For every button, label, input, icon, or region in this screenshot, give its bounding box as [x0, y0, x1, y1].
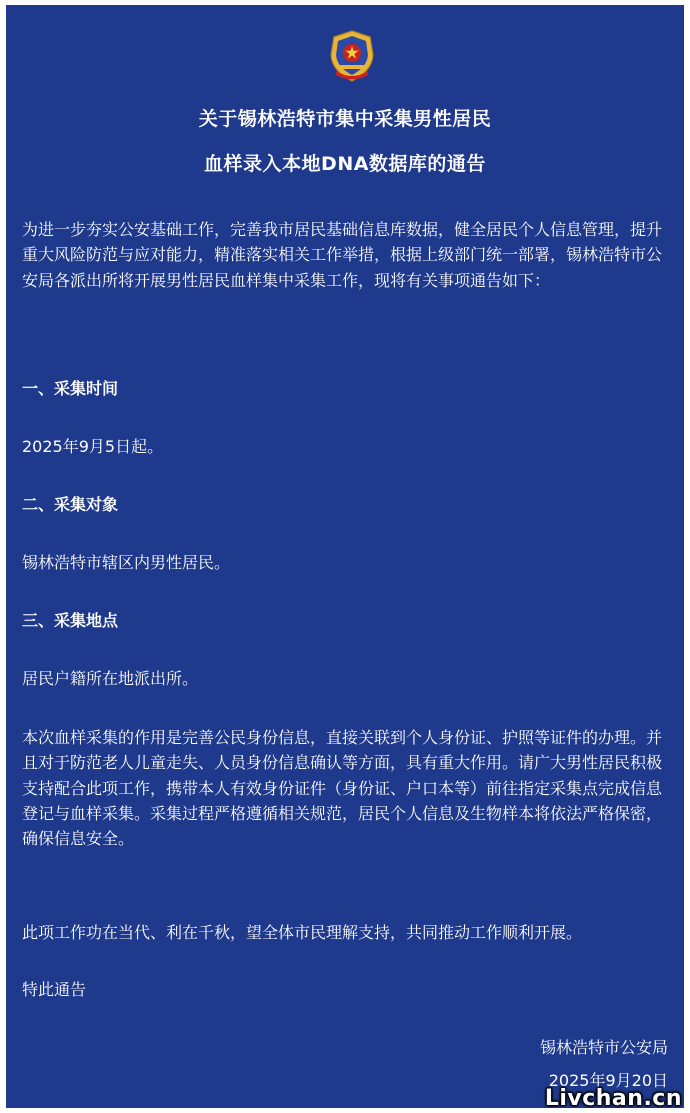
closing-text: 特此通告	[22, 980, 87, 999]
police-emblem-icon	[326, 29, 378, 83]
section-heading-time: 一、采集时间	[22, 379, 119, 398]
section-content-target: 锡林浩特市辖区内男性居民。	[22, 553, 231, 572]
notice-title-line-2: 血样录入本地DNA数据库的通告	[204, 153, 486, 175]
section-content-location: 居民户籍所在地派出所。	[22, 669, 199, 688]
purpose-paragraph: 本次血样采集的作用是完善公民身份信息，直接关联到个人身份证、护照等证件的办理。并且对于防范老人儿童走失、人员身份信息确认等方面，具有重大作用。请广大男性居民积极支持配合此项工作，携带本人有效身份证件（身份证、户口本等）前往指定采集点完成信息登记与血样采集。采集过程严格遵循相关规范，居民个人信息及生物样本将依法严格保密，确保信息安全。	[22, 728, 663, 849]
section-content-time: 2025年9月5日起。	[22, 437, 164, 456]
section-heading-target: 二、采集对象	[22, 495, 119, 514]
signature-date: 2025年9月20日	[548, 1071, 668, 1090]
notice-title-line-1: 关于锡林浩特市集中采集男性居民	[198, 108, 492, 130]
section-heading-location: 三、采集地点	[22, 611, 119, 630]
intro-paragraph: 为进一步夯实公安基础工作，完善我市居民基础信息库数据，健全居民个人信息管理，提升重大风险防范与应对能力，精准落实相关工作举措，根据上级部门统一部署，锡林浩特市公安局各派出所将开展男性居民血样集中采集工作，现将有关事项通告如下：	[22, 220, 663, 290]
appeal-paragraph: 此项工作功在当代、利在千秋，望全体市民理解支持，共同推动工作顺利开展。	[22, 923, 583, 942]
signature-org: 锡林浩特市公安局	[539, 1038, 668, 1057]
notice-panel	[6, 5, 684, 1108]
watermark: Livchan.cn	[544, 1086, 682, 1111]
